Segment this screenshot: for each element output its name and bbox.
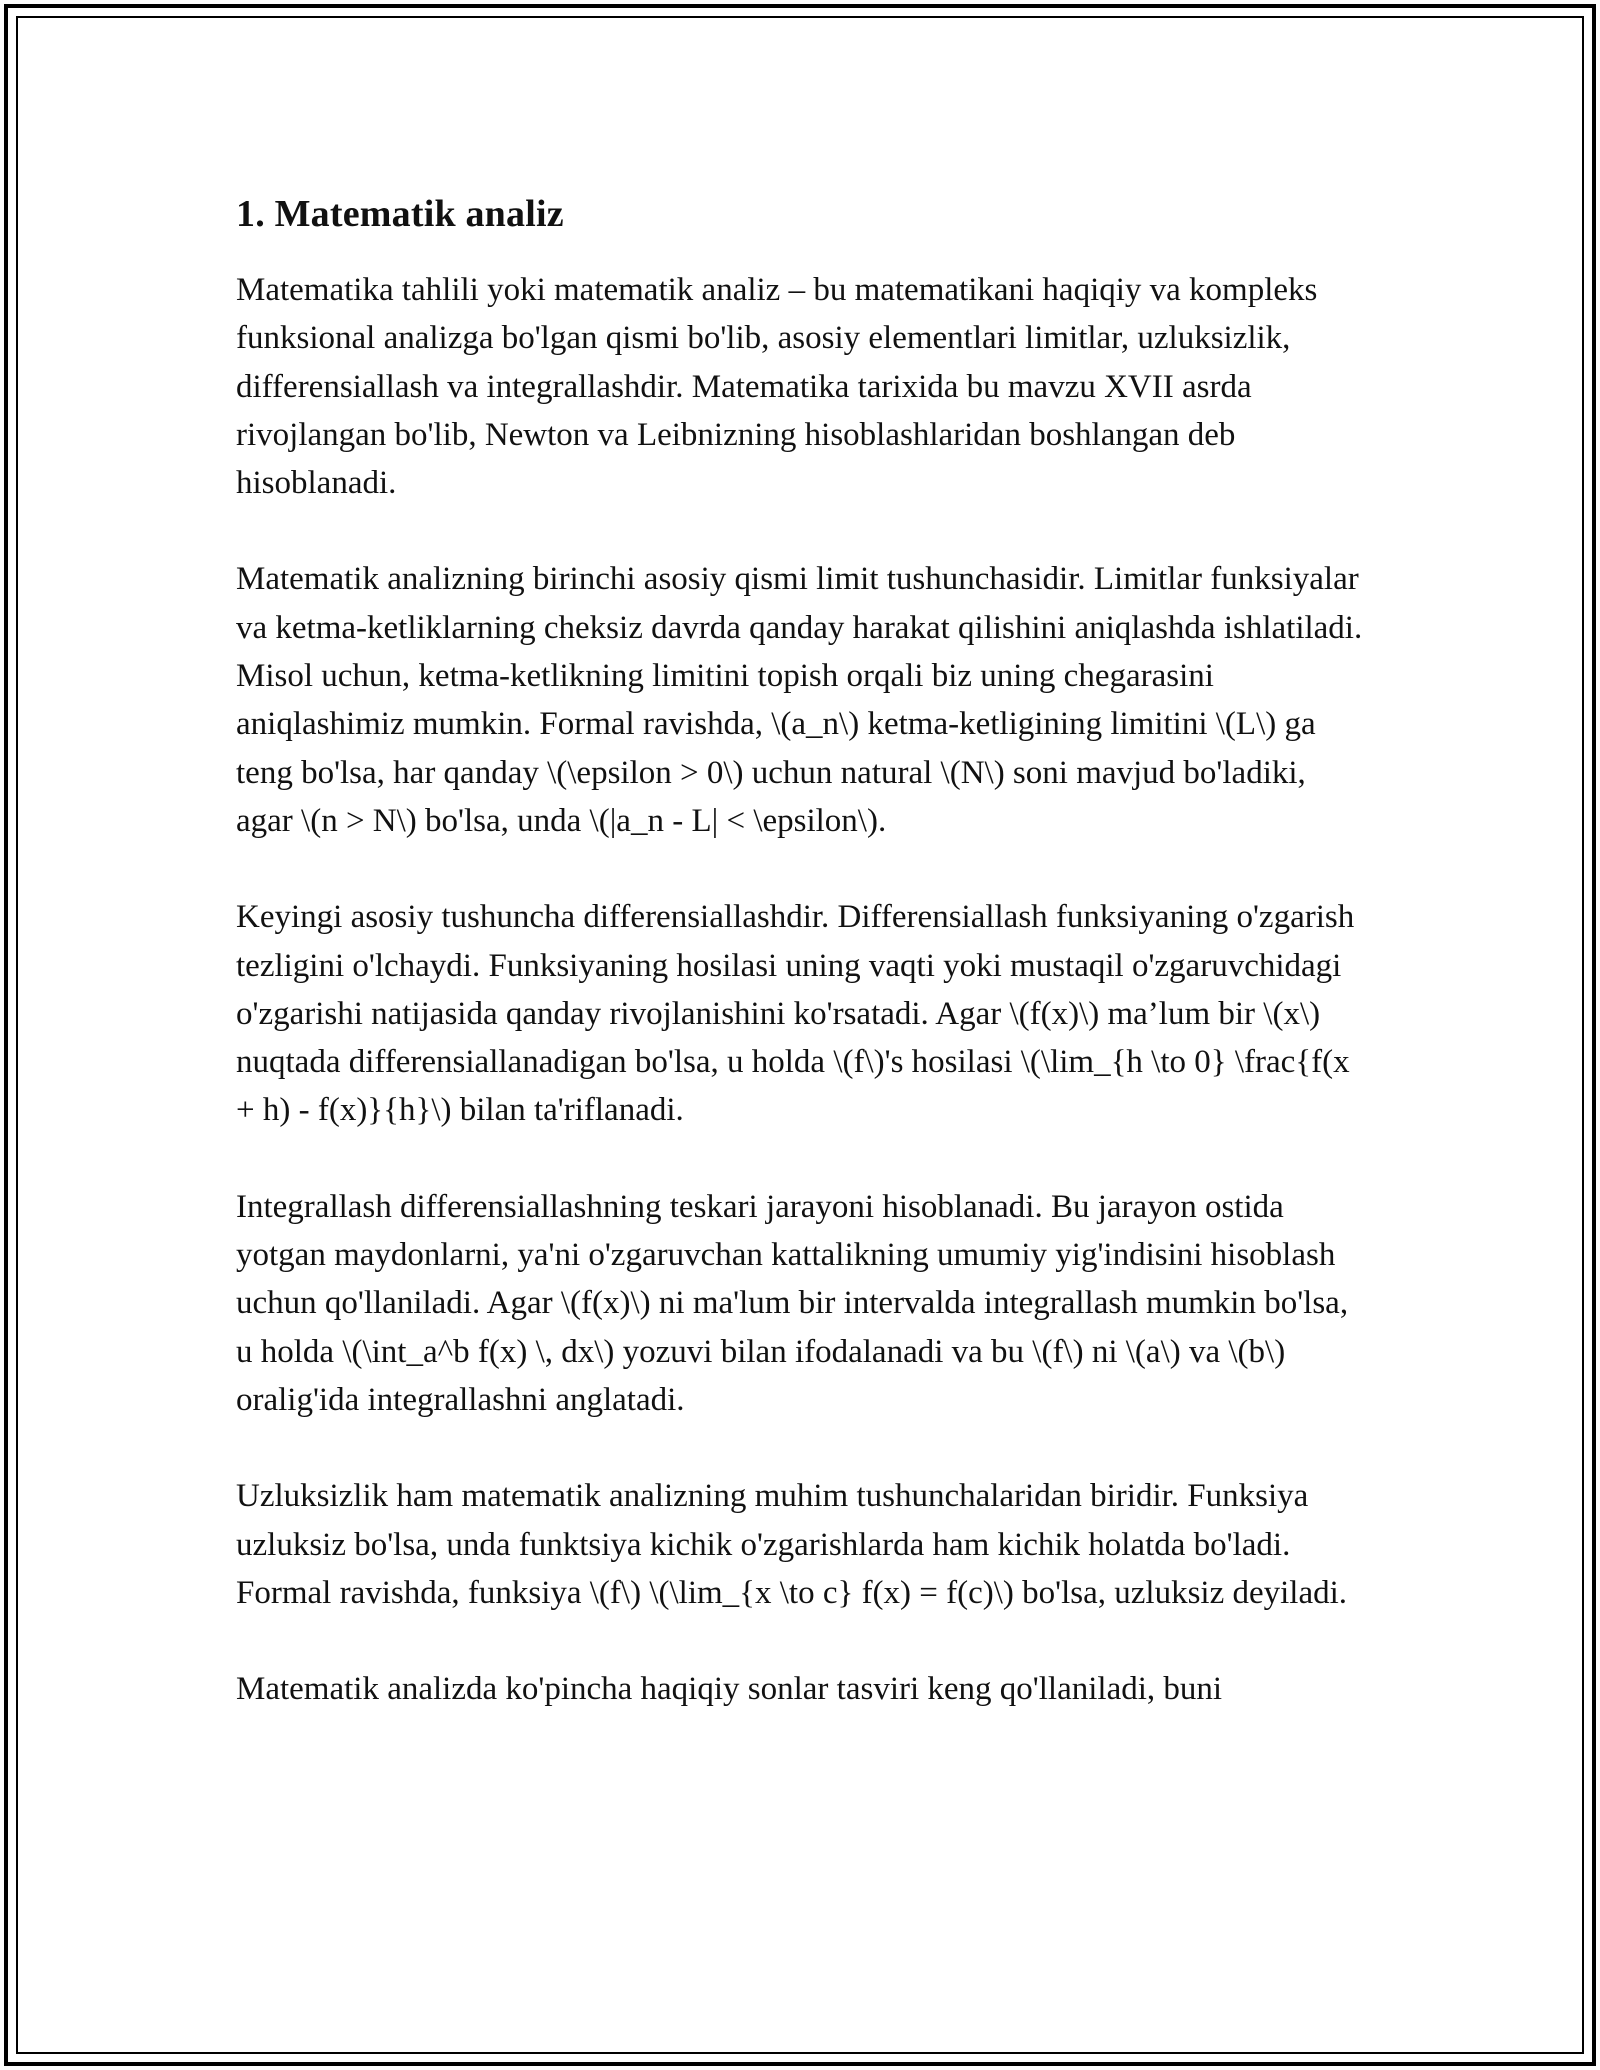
paragraph-intro: Matematika tahlili yoki matematik analiz – bu matematikani haqiqiy va kompleks funksional analizga bo'lgan qismi bo'lib, asosiy elementlari limitlar, uzluksizlik, differensiallash va integrallashdir. Matematika tarixida bu mavzu XVII asrda rivojlangan bo'lib, Newton va Leibnizning hisoblashlaridan boshlangan deb hisoblanadi.	[236, 272, 1318, 502]
paragraph-real-numbers: Matematik analizda ko'pincha haqiqiy sonlar tasviri keng qo'llaniladi, buni	[236, 1671, 1223, 1708]
paragraph-continuity: Uzluksizlik ham matematik analizning muhim tushunchalaridan biridir. Funksiya uzluksiz bo'lsa, unda funktsiya kichik o'zgarishlarda ham kichik holatda bo'ladi. Formal ravishda, funksiya \(f\) \(\lim_{x \to c} f(x) = f(c)\) bo'lsa, uzluksiz deyiladi.	[236, 1478, 1348, 1611]
paragraph-integration: Integrallash differensiallashning teskari jarayoni hisoblanadi. Bu jarayon ostida yotgan maydonlarni, ya'ni o'zgaruvchan kattalikning umumiy yig'indisini hisoblash uchun qo'llaniladi. Agar \(f(x)\) ni ma'lum bir intervalda integrallash mumkin bo'lsa, u holda \(\int_a^b f(x) \, dx\) yozuvi bilan ifodalanadi va bu \(f\) ni \(a\) va \(b\) oralig'ida integrallashni anglatadi.	[236, 1188, 1349, 1418]
paragraph-limit: Matematik analizning birinchi asosiy qismi limit tushunchasidir. Limitlar funksiyalar va ketma-ketliklarning cheksiz davrda qanday harakat qilishini aniqlashda ishlatiladi. Misol uchun, ketma-ketlikning limitini topish orqali biz uning chegarasini aniqlashimiz mumkin. Formal ravishda, \(a_n\) ketma-ketligining limitini \(L\) ga teng bo'lsa, har qanday \(\epsilon > 0\) uchun natural \(N\) soni mavjud bo'ladiki, agar \(n > N\) bo'lsa, unda \(|a_n - L| < \epsilon\).	[236, 561, 1363, 839]
section-heading: 1. Matematik analiz	[236, 193, 564, 235]
paragraph-differentiation: Keyingi asosiy tushuncha differensiallashdir. Differensiallash funksiyaning o'zgarish tezligini o'lchaydi. Funksiyaning hosilasi uning vaqti yoki mustaqil o'zgaruvchidagi o'zgarishi natijasida qanday rivojlanishini ko'rsatadi. Agar \(f(x)\) ma’lum bir \(x\) nuqtada differensiallanadigan bo'lsa, u holda \(f\)'s hosilasi \(\lim_{h \to 0} \frac{f(x + h) - f(x)}{h}\) bilan ta'riflanadi.	[236, 899, 1355, 1129]
document-body	[236, 188, 1366, 1761]
